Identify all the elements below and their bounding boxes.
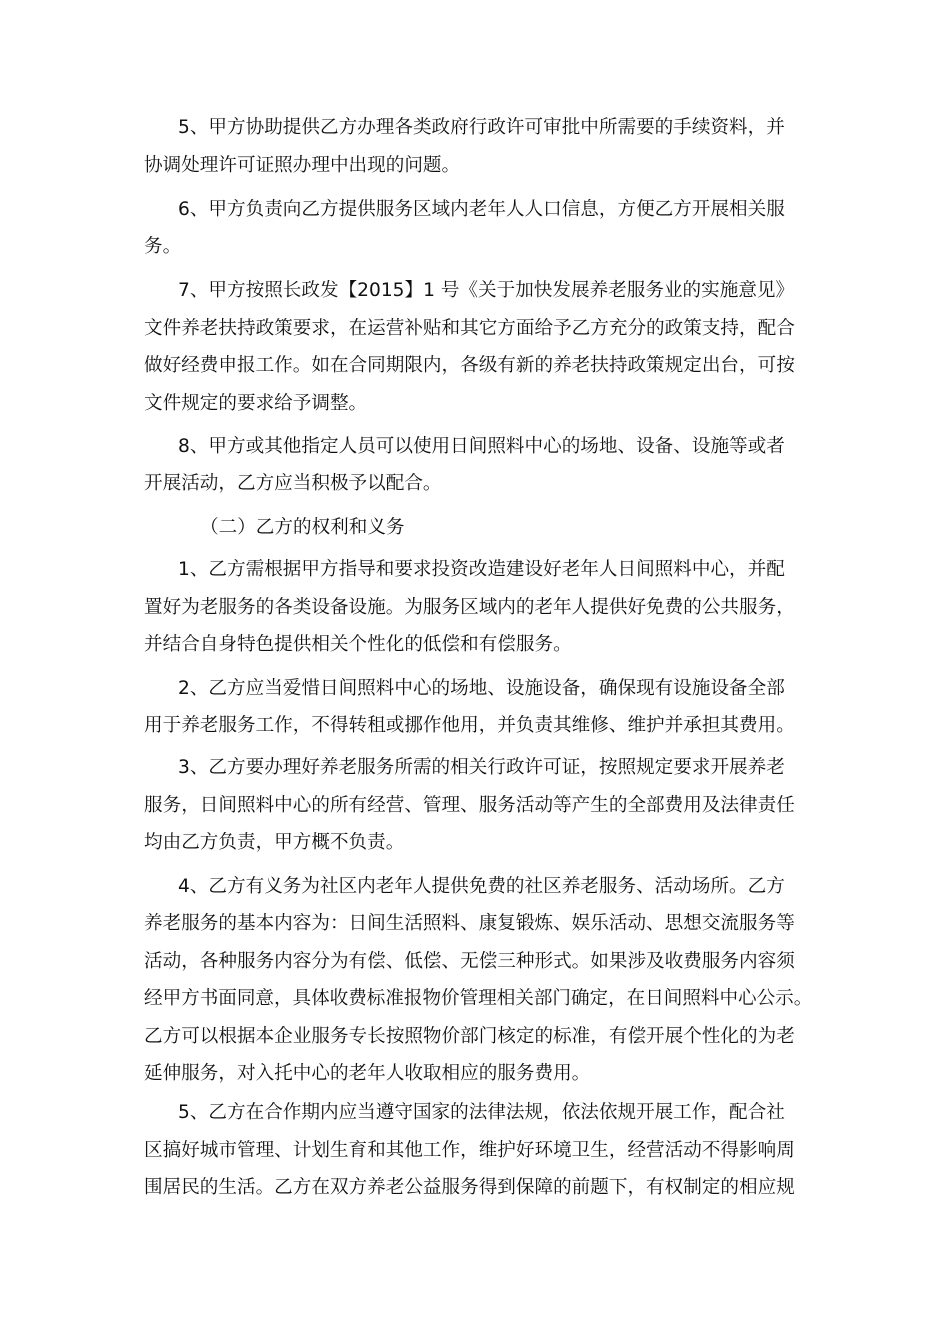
text-line: 并结合自身特色提供相关个性化的低偿和有偿服务。 <box>144 634 572 655</box>
text-line: 开展活动，乙方应当积极予以配合。 <box>144 473 442 494</box>
text-line: 置好为老服务的各类设备设施。为服务区域内的老年人提供好免费的公共服务， <box>144 597 795 618</box>
text-line: 养老服务的基本内容为：日间生活照料、康复锻炼、娱乐活动、思想交流服务等 <box>144 913 795 934</box>
text-line: 1、乙方需根据甲方指导和要求投资改造建设好老年人日间照料中心，并配 <box>178 559 785 580</box>
text-line: 6、甲方负责向乙方提供服务区域内老年人人口信息，方便乙方开展相关服 <box>178 199 785 220</box>
text-line: 做好经费申报工作。如在合同期限内，各级有新的养老扶持政策规定出台，可按 <box>144 355 795 376</box>
text-line: 3、乙方要办理好养老服务所需的相关行政许可证，按照规定要求开展养老 <box>178 757 785 778</box>
text-line: 5、甲方协助提供乙方办理各类政府行政许可审批中所需要的手续资料，并 <box>178 117 785 138</box>
text-line: 协调处理许可证照办理中出现的问题。 <box>144 155 461 176</box>
text-line: 经甲方书面同意，具体收费标准报物价管理相关部门确定，在日间照料中心公示。 <box>144 988 813 1009</box>
text-line: 文件养老扶持政策要求，在运营补贴和其它方面给予乙方充分的政策支持，配合 <box>144 318 795 339</box>
text-line: 7、甲方按照长政发【2015】1 号《关于加快发展养老服务业的实施意见》 <box>178 280 795 301</box>
text-line: 活动，各种服务内容分为有偿、低偿、无偿三种形式。如果涉及收费服务内容须 <box>144 951 795 972</box>
text-line: 区搞好城市管理、计划生育和其他工作，维护好环境卫生，经营活动不得影响周 <box>144 1140 795 1161</box>
text-line: 用于养老服务工作，不得转租或挪作他用，并负责其维修、维护并承担其费用。 <box>144 715 795 736</box>
text-line: 务。 <box>144 236 182 257</box>
text-line: 均由乙方负责，甲方概不负责。 <box>144 832 405 853</box>
section-title: （二）乙方的权利和义务 <box>200 517 405 538</box>
text-line: 2、乙方应当爱惜日间照料中心的场地、设施设备，确保现有设施设备全部 <box>178 678 785 699</box>
text-line: 服务，日间照料中心的所有经营、管理、服务活动等产生的全部费用及法律责任 <box>144 795 795 816</box>
text-line: 5、乙方在合作期内应当遵守国家的法律法规，依法依规开展工作，配合社 <box>178 1102 785 1123</box>
text-line: 文件规定的要求给予调整。 <box>144 393 368 414</box>
text-line: 围居民的生活。乙方在双方养老公益服务得到保障的前题下，有权制定的相应规 <box>144 1177 795 1198</box>
text-line: 乙方可以根据本企业服务专长按照物价部门核定的标准，有偿开展个性化的为老 <box>144 1026 795 1047</box>
text-line: 延伸服务，对入托中心的老年人收取相应的服务费用。 <box>144 1063 591 1084</box>
text-line: 8、甲方或其他指定人员可以使用日间照料中心的场地、设备、设施等或者 <box>178 436 785 457</box>
text-line: 4、乙方有义务为社区内老年人提供免费的社区养老服务、活动场所。乙方 <box>178 876 785 897</box>
